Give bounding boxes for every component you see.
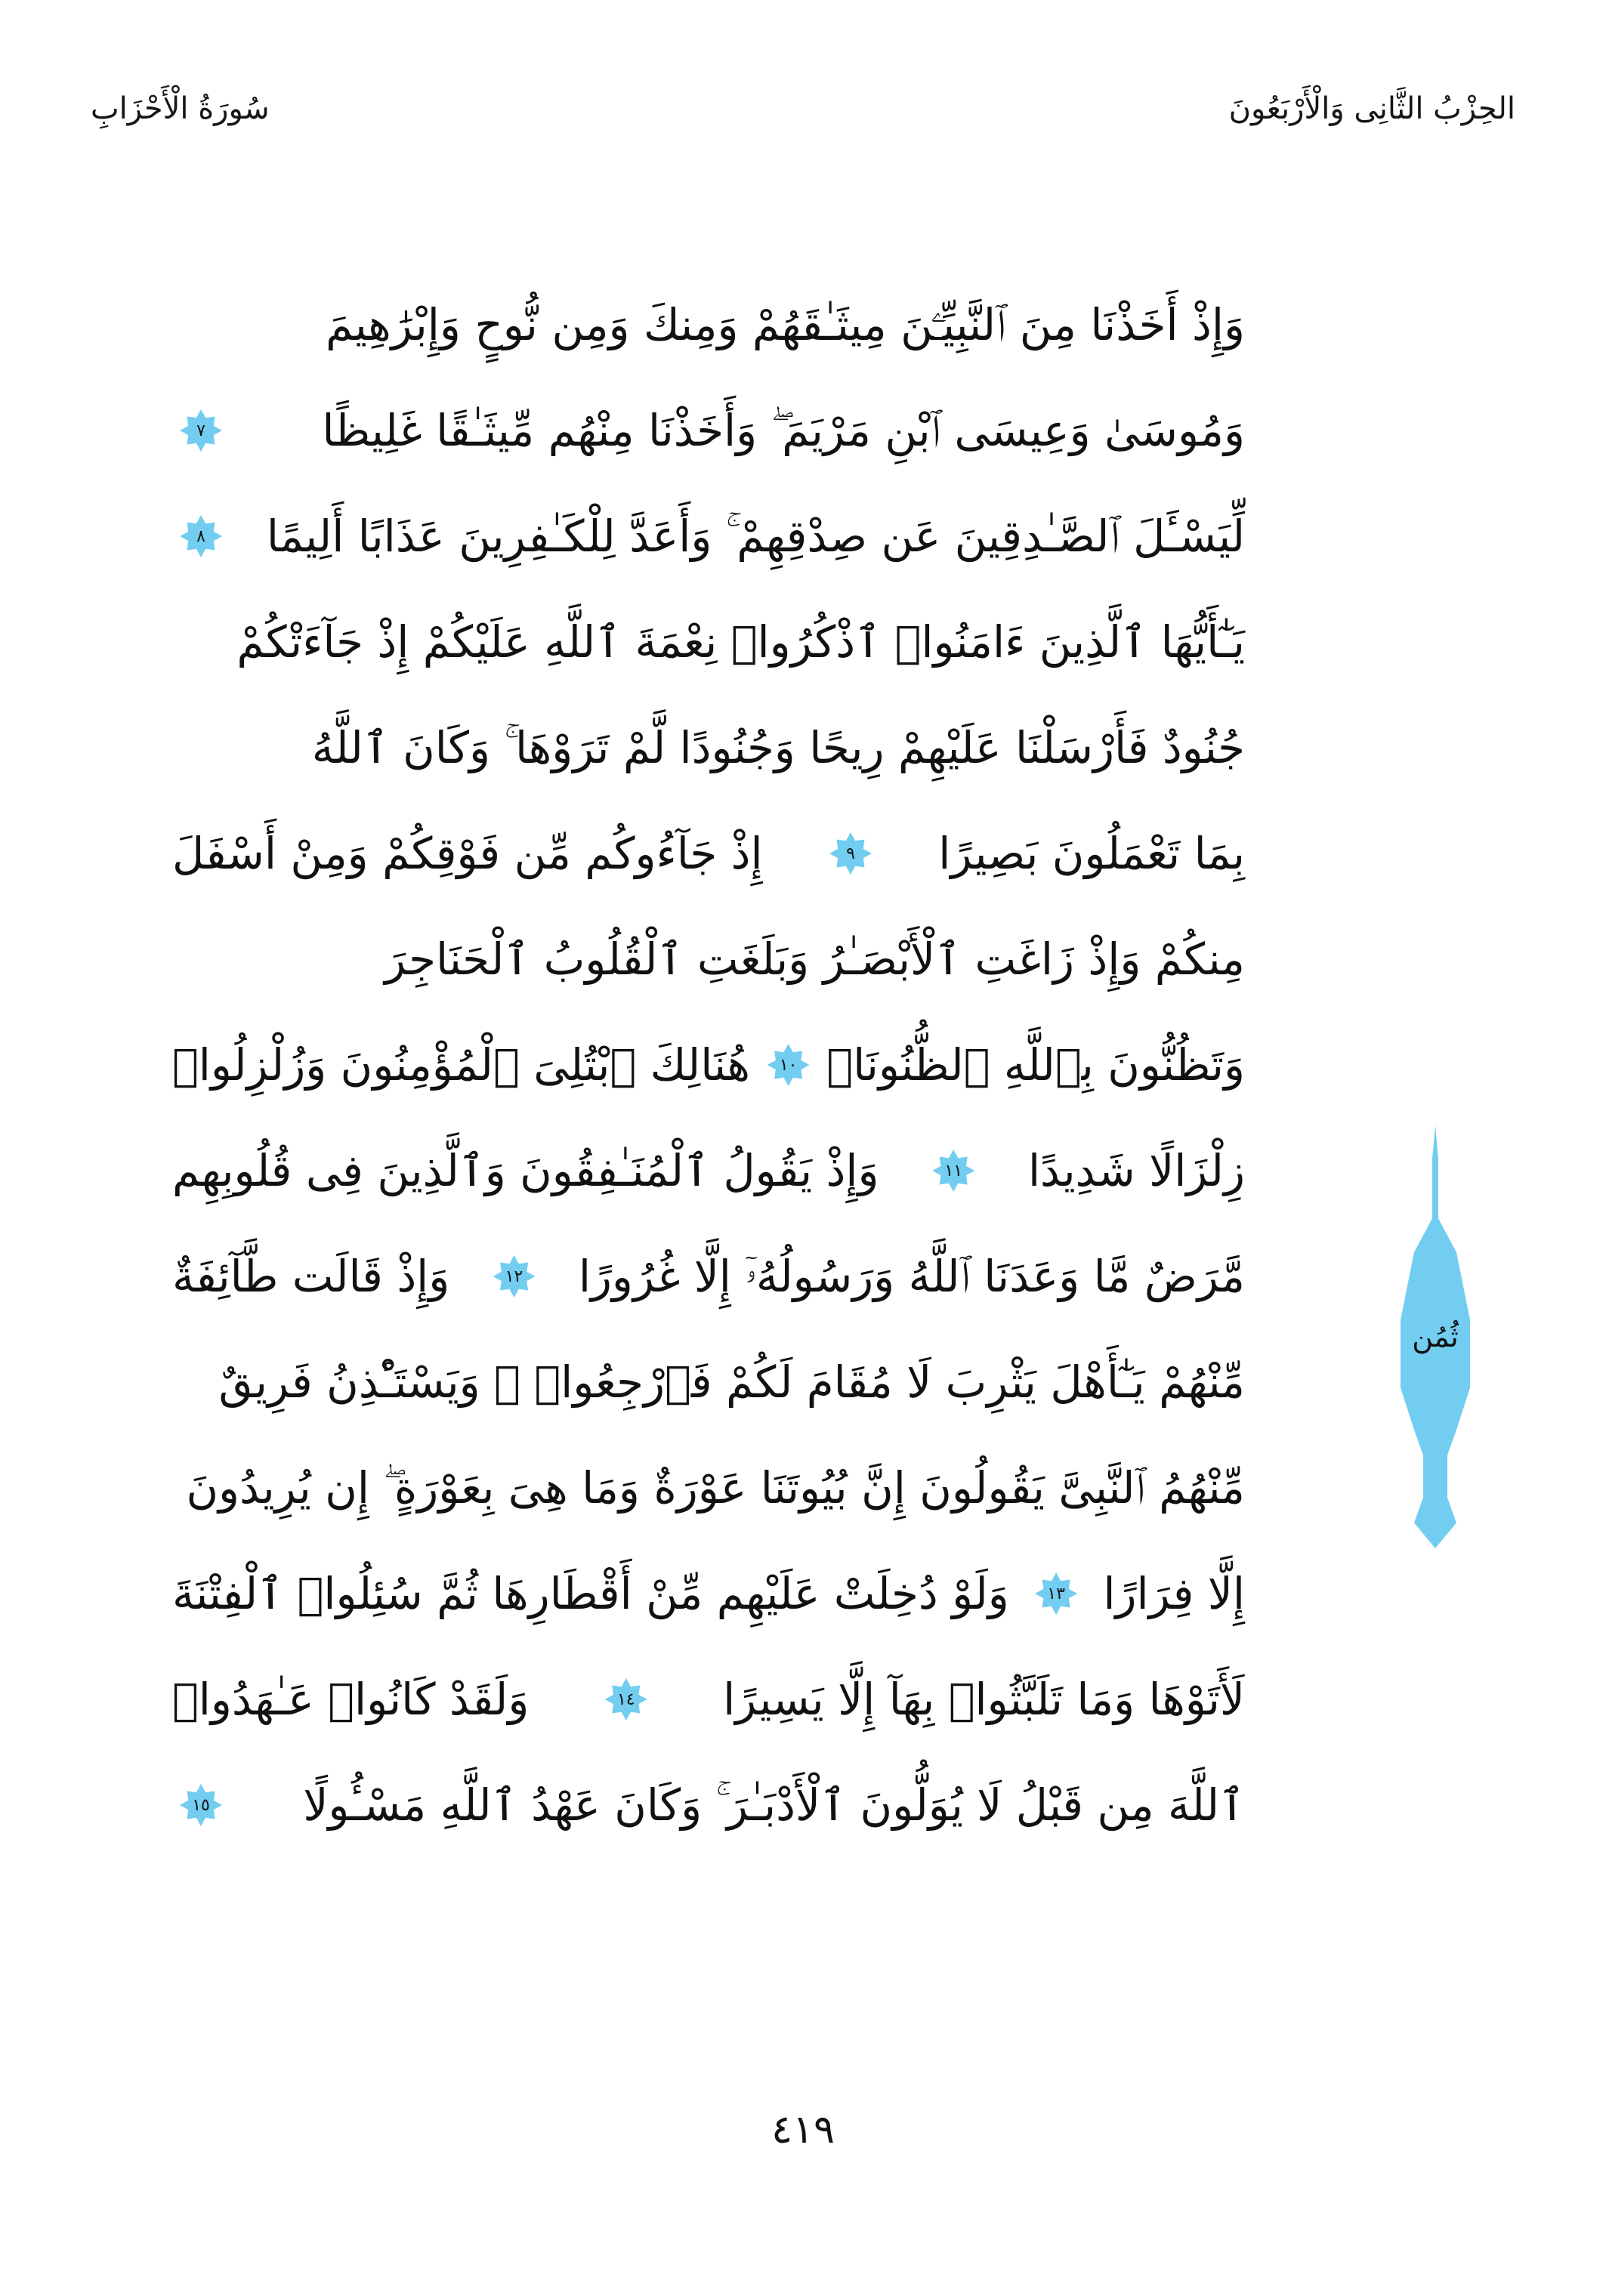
- ayah-line: [172, 695, 1245, 801]
- ayah-line: [172, 801, 1245, 906]
- ayah-number: ١٣: [1047, 1584, 1065, 1603]
- ayah-text-segment: هُنَالِكَ ٱبْتُلِىَ ٱلْمُؤْمِنُونَ وَزُلْزِلُوا۟: [172, 1039, 750, 1091]
- ayah-number-marker[interactable]: [180, 515, 222, 557]
- ayah-text-segment: وَإِذْ قَالَت طَّآئِفَةٌ: [172, 1251, 450, 1302]
- ayah-number-marker[interactable]: [493, 1255, 536, 1298]
- ayah-line: [172, 1224, 1245, 1329]
- ayah-text-segment: وَتَظُنُّونَ بِٱللَّهِ ٱلظُّنُونَا۠: [826, 1039, 1245, 1091]
- ayah-line: [172, 1012, 1245, 1118]
- border-zigzag-right: [1300, 202, 1323, 2054]
- ayah-number-marker[interactable]: [932, 1150, 974, 1192]
- page-footer: [0, 2107, 1606, 2152]
- ayah-line: [172, 1752, 1245, 1858]
- ayah-text-segment: وَإِذْ يَقُولُ ٱلْمُنَـٰفِقُونَ وَٱلَّذِينَ فِى قُلُوبِهِم: [172, 1145, 879, 1196]
- surah-title: سُورَةُ الْأَحْزَابِ: [91, 91, 270, 126]
- ayah-line: [172, 1118, 1245, 1224]
- ayah-text-segment: زِلْزَالًا شَدِيدًا: [1027, 1145, 1245, 1196]
- ayah-text-segment: لِّيَسْـَٔلَ ٱلصَّـٰدِقِينَ عَن صِدْقِهِمْ ۚ وَأَعَدَّ لِلْكَـٰفِرِينَ عَذَابًا أَلِيمًا: [266, 511, 1245, 562]
- ayah-text-segment: لَأَتَوْهَا وَمَا تَلَبَّثُوا۟ بِهَآ إِلَّا يَسِيرًا: [723, 1674, 1245, 1725]
- ayah-text-segment: وَمُوسَىٰ وَعِيسَى ٱبْنِ مَرْيَمَ ۖ وَأَخَذْنَا مِنْهُم مِّيثَـٰقًا غَلِيظًا: [322, 405, 1245, 456]
- ayah-line: [172, 378, 1245, 483]
- border-zigzag-left: [96, 202, 119, 2054]
- ayah-line: [172, 1541, 1245, 1646]
- ayah-number: ٧: [196, 421, 205, 440]
- ayah-number: ١٢: [505, 1267, 523, 1286]
- ayah-text-segment: وَلَقَدْ كَانُوا۟ عَـٰهَدُوا۟: [172, 1674, 530, 1725]
- ayah-line: [172, 483, 1245, 589]
- ayah-number: ٩: [846, 844, 855, 863]
- ayah-line: [172, 906, 1245, 1012]
- ayah-text-segment: إِذْ جَآءُوكُم مِّن فَوْقِكُمْ وَمِنْ أَسْفَلَ: [172, 828, 763, 879]
- ayah-text-segment: مِّنْهُمْ يَـٰٓأَهْلَ يَثْرِبَ لَا مُقَامَ لَكُمْ فَٱرْجِعُوا۟ ۚ وَيَسْتَـْٔذِنُ فَرِيقٌ: [218, 1356, 1245, 1408]
- ayah-number: ١٠: [779, 1055, 798, 1075]
- thumn-label: ثُمُن: [1412, 1320, 1459, 1353]
- hizb-title: الحِزْبُ الثَّانِى وَالْأَرْبَعُونَ: [1228, 91, 1515, 126]
- ayah-number-marker[interactable]: [180, 409, 222, 452]
- ayah-text-segment: وَإِذْ أَخَذْنَا مِنَ ٱلنَّبِيِّـۧنَ مِيثَـٰقَهُمْ وَمِنكَ وَمِن نُّوحٍ وَإِبْرَٰهِيمَ: [325, 299, 1245, 350]
- quran-text-block: [172, 272, 1245, 1983]
- ayah-number: ٨: [196, 526, 205, 546]
- ayah-line: [172, 1646, 1245, 1752]
- ayah-number: ١٥: [192, 1795, 210, 1815]
- page-header: [91, 91, 1515, 159]
- ayah-number-marker[interactable]: [180, 1784, 222, 1826]
- ayah-text-segment: جُنُودٌ فَأَرْسَلْنَا عَلَيْهِمْ رِيحًا وَجُنُودًا لَّمْ تَرَوْهَا ۚ وَكَانَ ٱللَّهُ: [311, 722, 1245, 773]
- ayah-number-marker[interactable]: [605, 1678, 647, 1720]
- ayah-number: ١٤: [616, 1690, 635, 1709]
- ayah-text-segment: وَلَوْ دُخِلَتْ عَلَيْهِم مِّنْ أَقْطَارِهَا ثُمَّ سُئِلُوا۟ ٱلْفِتْنَةَ: [172, 1568, 1009, 1619]
- ayah-number-marker[interactable]: [1035, 1572, 1077, 1615]
- page-number: ٤١٩: [771, 2107, 835, 2152]
- ayah-number-marker[interactable]: [829, 832, 872, 875]
- ayah-line: [172, 272, 1245, 378]
- ayah-text-segment: يَـٰٓأَيُّهَا ٱلَّذِينَ ءَامَنُوا۟ ٱذْكُرُوا۟ نِعْمَةَ ٱللَّهِ عَلَيْكُمْ إِذْ جَآءَتْكُمْ: [236, 616, 1245, 668]
- ayah-number-marker[interactable]: [767, 1044, 810, 1086]
- ayah-text-segment: بِمَا تَعْمَلُونَ بَصِيرًا: [938, 828, 1245, 879]
- ayah-text-segment: مِّنْهُمُ ٱلنَّبِىَّ يَقُولُونَ إِنَّ بُيُوتَنَا عَوْرَةٌ وَمَا هِىَ بِعَوْرَةٍ ۖ إِن يُرِيدُونَ: [186, 1462, 1245, 1514]
- ayah-text-segment: مِنكُمْ وَإِذْ زَاغَتِ ٱلْأَبْصَـٰرُ وَبَلَغَتِ ٱلْقُلُوبُ ٱلْحَنَاجِرَ: [385, 934, 1245, 985]
- ayah-line: [172, 1435, 1245, 1541]
- ayah-line: [172, 1329, 1245, 1435]
- ayah-text-segment: إِلَّا فِرَارًا: [1103, 1568, 1245, 1619]
- ayah-number: ١١: [944, 1161, 963, 1180]
- ayah-text-segment: ٱللَّهَ مِن قَبْلُ لَا يُوَلُّونَ ٱلْأَدْبَـٰرَ ۚ وَكَانَ عَهْدُ ٱللَّهِ مَسْـُٔولًا: [303, 1779, 1245, 1831]
- thumn-ornament: [1382, 1125, 1488, 1548]
- ayah-text-segment: مَّرَضٌ مَّا وَعَدَنَا ٱللَّهُ وَرَسُولُهُۥٓ إِلَّا غُرُورًا: [578, 1251, 1245, 1302]
- ayah-line: [172, 589, 1245, 695]
